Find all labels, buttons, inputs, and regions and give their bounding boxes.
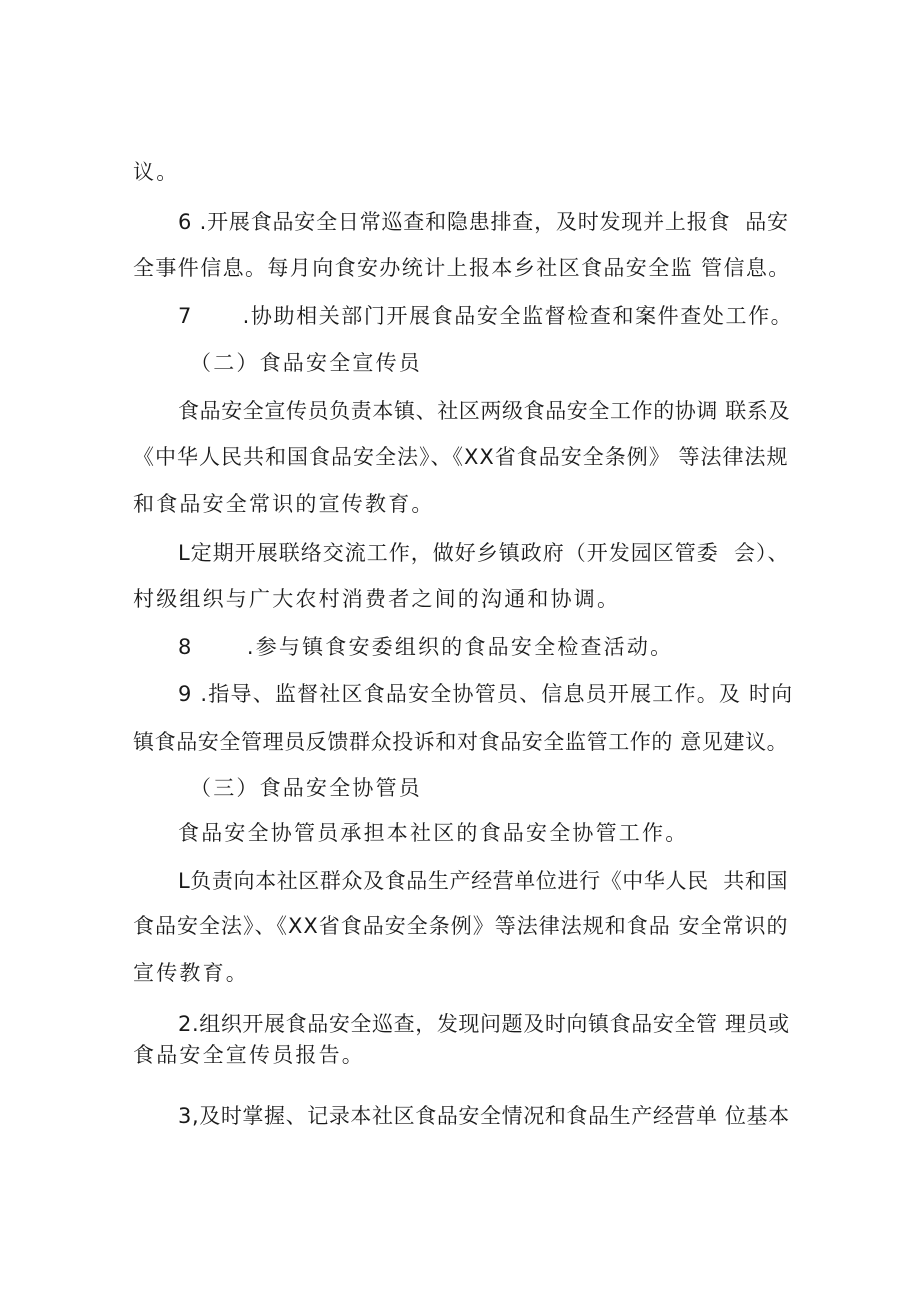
text-line: 村级组织与广大农村消费者之间的沟通和协调。 — [133, 587, 621, 611]
text-line: 食品安全协管员承担本社区的食品安全协管工作。 — [178, 821, 689, 845]
text-line: 8 .参与镇食安委组织的食品安全检查活动。 — [178, 635, 674, 659]
text-line: 食品安全宣传员负责本镇、社区两级食品安全工作的协调 联系及 — [178, 399, 791, 423]
text-line: 食品安全法》、《XX省食品安全条例》等法律法规和食品 安全常识的 — [133, 914, 789, 938]
text-line: 全事件信息。每月向食安办统计上报本乡社区食品安全监 管信息。 — [133, 256, 791, 280]
text-line: 9 .指导、监督社区食品安全协管员、信息员开展工作。及 时向 — [178, 682, 793, 706]
text-line: 镇食品安全管理员反馈群众投诉和对食品安全监管工作的 意见建议。 — [133, 730, 789, 754]
text-line: 食品安全宣传员报告。 — [133, 1043, 365, 1067]
text-line: 宣传教育。 — [133, 961, 249, 985]
text-line: 议。 — [133, 160, 180, 184]
text-line: 和食品安全常识的宣传教育。 — [133, 492, 435, 516]
text-line: L负责向本社区群众及食品生产经营单位进行《中华人民 共和国 — [178, 869, 789, 893]
text-line: L定期开展联络交流工作，做好乡镇政府（开发园区管委 会）、 — [178, 541, 790, 565]
text-line: 2.组织开展食品安全巡查，发现问题及时向镇食品安全管 理员或 — [178, 1012, 790, 1036]
text-line: 《中华人民共和国食品安全法》、《XX省食品安全条例》 等法律法规 — [133, 445, 789, 469]
section-heading: （二）食品安全宣传员 — [190, 351, 422, 375]
text-line: 3,及时掌握、记录本社区食品安全情况和食品生产经营单 位基本 — [178, 1104, 790, 1128]
section-heading: （三）食品安全协管员 — [190, 776, 422, 800]
text-line: 7 .协助相关部门开展食品安全监督检查和案件查处工作。 — [178, 304, 793, 328]
text-line: 6 .开展食品安全日常巡查和隐患排查，及时发现并上报食 品安 — [178, 210, 789, 234]
